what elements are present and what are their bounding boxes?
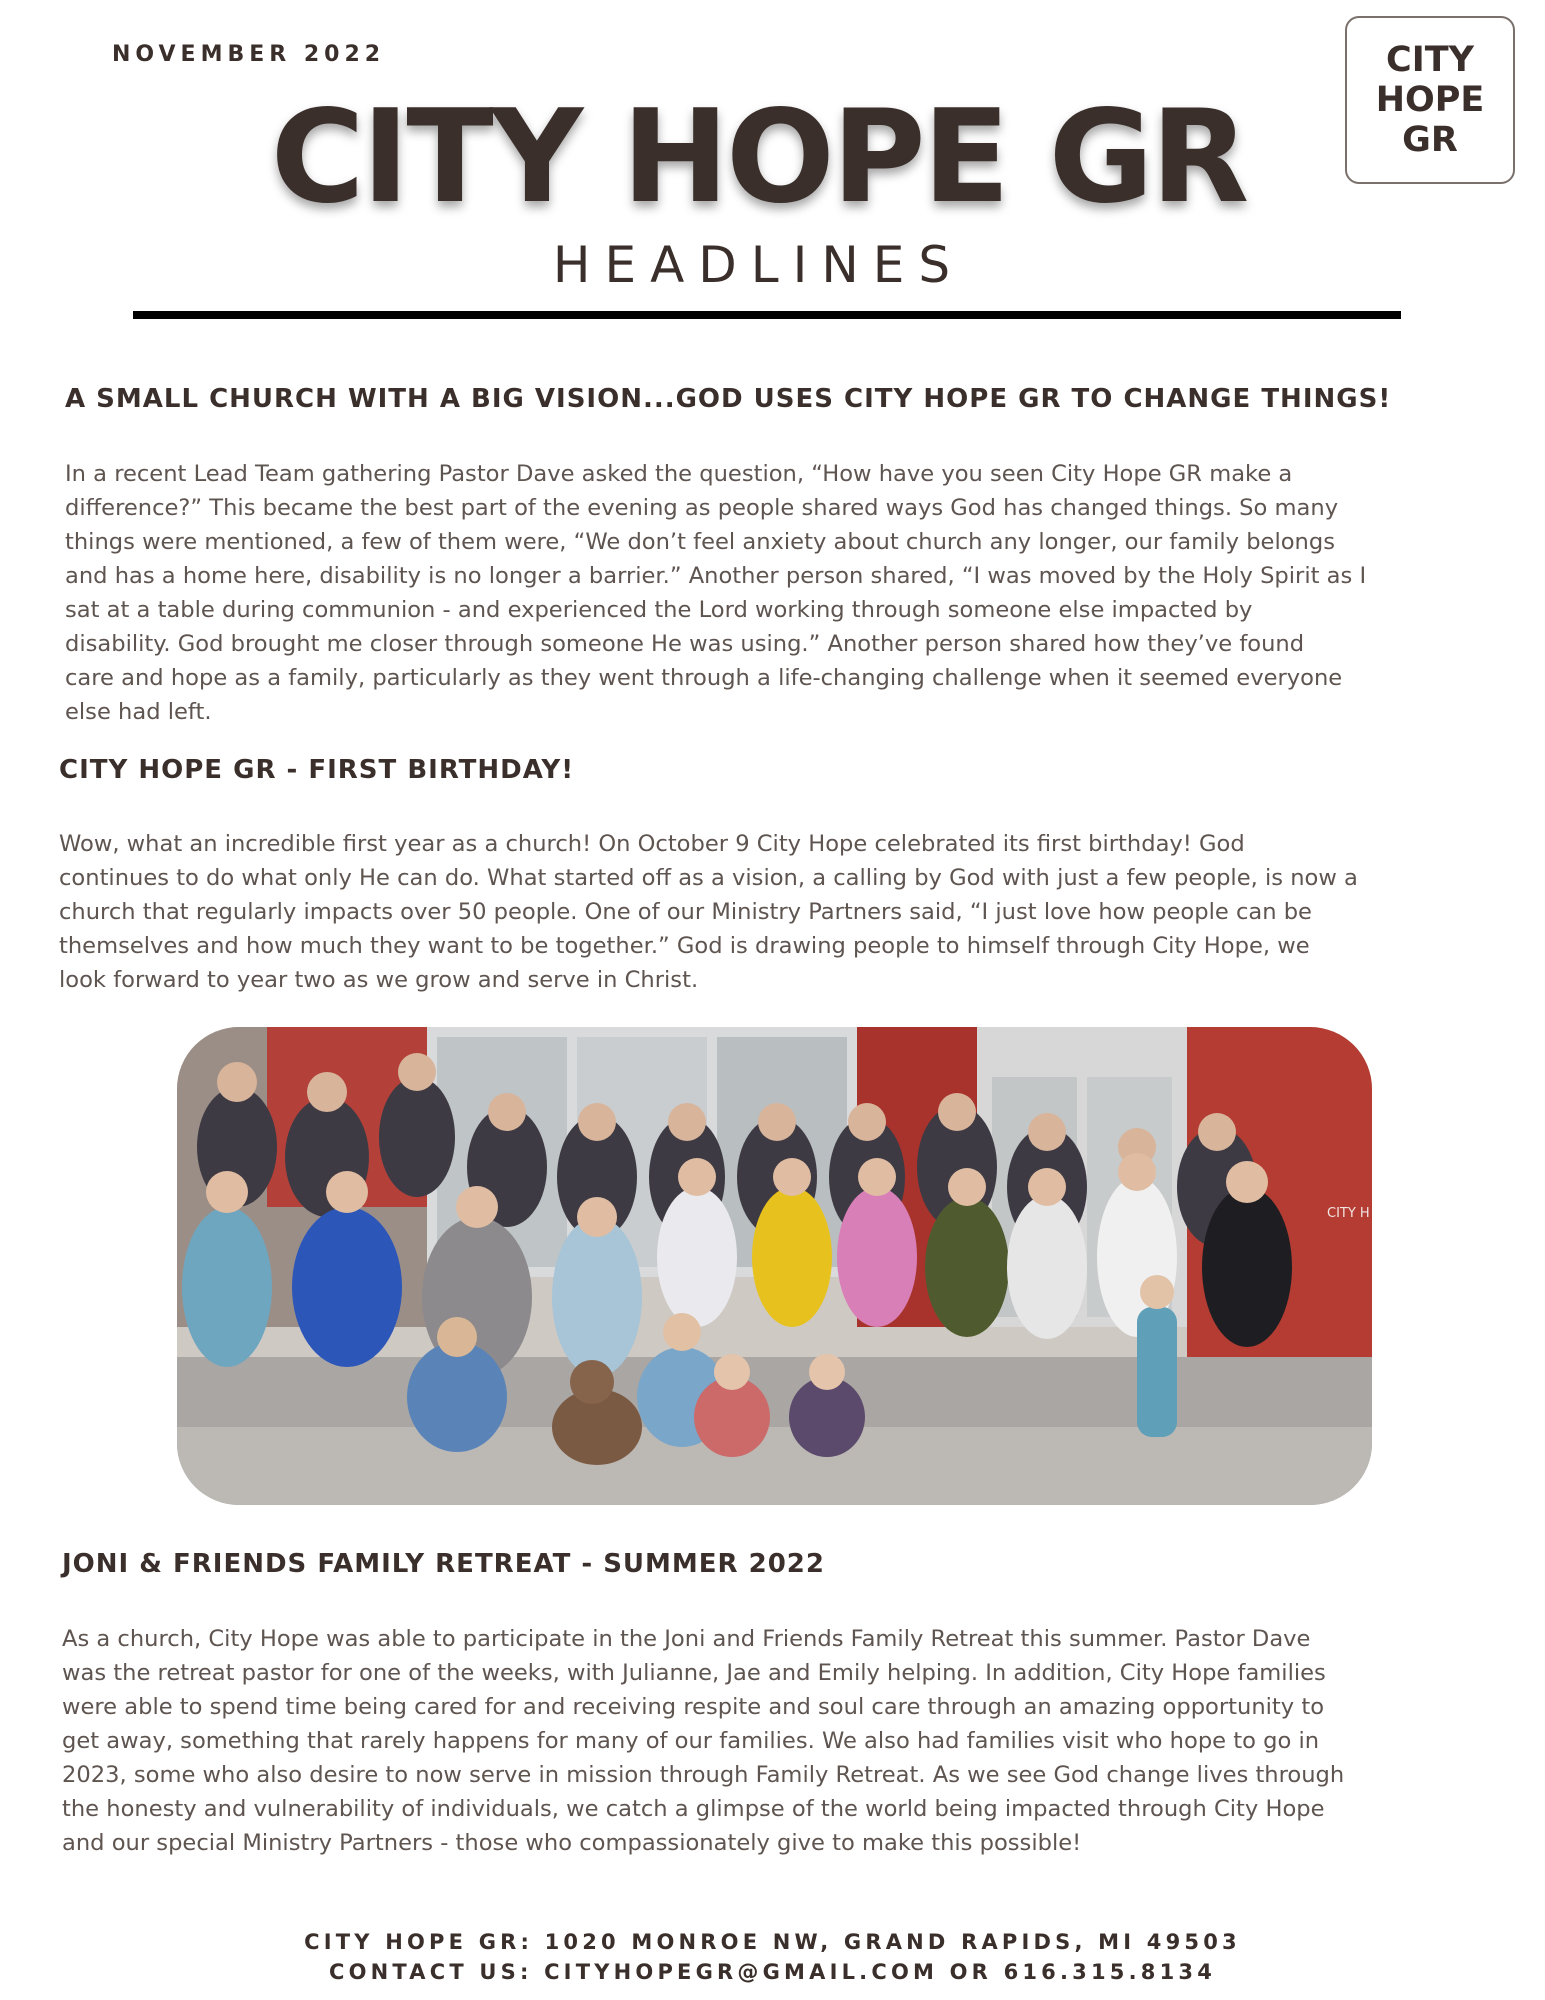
section-body-retreat (62, 1622, 1344, 1860)
body-line: 2023, some who also desire to now serve in mission through Family Retreat. As we see God change lives through (62, 1762, 1345, 1788)
newsletter-subtitle: HEADLINES (552, 236, 965, 294)
section-body-vision (65, 457, 1366, 729)
body-line: difference?” This became the best part of the evening as people shared ways God has changed things. So many (65, 495, 1339, 521)
section-heading-retreat: JONI & FRIENDS FAMILY RETREAT - SUMMER 2022 (62, 1549, 825, 1579)
header-divider (133, 311, 1401, 319)
group-photo-illustration (177, 1027, 1372, 1505)
body-line: church that regularly impacts over 50 people. One of our Ministry Partners said, “I just love how people can be (59, 899, 1312, 925)
city-hope-logo (1345, 16, 1515, 184)
body-line: disability. God brought me closer through someone He was using.” Another person shared how they’ve found (65, 631, 1305, 657)
body-line: were able to spend time being cared for and receiving respite and soul care through an amazing opportunity to (62, 1694, 1325, 1720)
body-line: In a recent Lead Team gathering Pastor Dave asked the question, “How have you seen City Hope GR make a (65, 461, 1293, 487)
group-photo (177, 1027, 1372, 1505)
body-line: sat at a table during communion - and experienced the Lord working through someone else impacted by (65, 597, 1253, 623)
body-line: and has a home here, disability is no longer a barrier.” Another person shared, “I was moved by the Holy Spirit as I (65, 563, 1367, 589)
body-line: was the retreat pastor for one of the weeks, with Julianne, Jae and Emily helping. In addition, City Hope families (62, 1660, 1326, 1686)
newsletter-date: NOVEMBER 2022 (112, 42, 386, 67)
newsletter-title: CITY HOPE GR (270, 83, 1247, 232)
building-sign-text: CITY H (1327, 1206, 1370, 1221)
section-body-birthday (59, 827, 1358, 997)
footer-address: CITY HOPE GR: 1020 MONROE NW, GRAND RAPIDS, MI 49503 (304, 1930, 1241, 1954)
body-line: the honesty and vulnerability of individuals, we catch a glimpse of the world being impacted through City Hope (62, 1796, 1325, 1822)
body-line: things were mentioned, a few of them were, “We don’t feel anxiety about church any longer, our family belongs (65, 529, 1335, 555)
footer-contact: CONTACT US: CITYHOPEGR@GMAIL.COM OR 616.315.8134 (328, 1960, 1217, 1984)
body-line: get away, something that rarely happens for many of our families. We also had families visit who hope to go in (62, 1728, 1320, 1754)
body-line: continues to do what only He can do. What started off as a vision, a calling by God with just a few people, is now a (59, 865, 1358, 891)
body-line: themselves and how much they want to be together.” God is drawing people to himself through City Hope, we (59, 933, 1310, 959)
section-heading-vision: A SMALL CHURCH WITH A BIG VISION...GOD USES CITY HOPE GR TO CHANGE THINGS! (65, 384, 1392, 414)
body-line: else had left. (65, 699, 212, 725)
body-line: care and hope as a family, particularly as they went through a life-changing challenge when it seemed everyone (65, 665, 1343, 691)
body-line: As a church, City Hope was able to participate in the Joni and Friends Family Retreat this summer. Pastor Dave (62, 1626, 1311, 1652)
logo-line-1: CITY (1386, 40, 1474, 80)
logo-line-3: GR (1402, 120, 1458, 160)
body-line: and our special Ministry Partners - those who compassionately give to make this possible! (62, 1830, 1082, 1856)
body-line: Wow, what an incredible first year as a church! On October 9 City Hope celebrated its first birthday! God (59, 831, 1245, 857)
logo-line-2: HOPE (1375, 80, 1485, 120)
section-heading-birthday: CITY HOPE GR - FIRST BIRTHDAY! (59, 755, 575, 785)
body-line: look forward to year two as we grow and serve in Christ. (59, 967, 699, 993)
